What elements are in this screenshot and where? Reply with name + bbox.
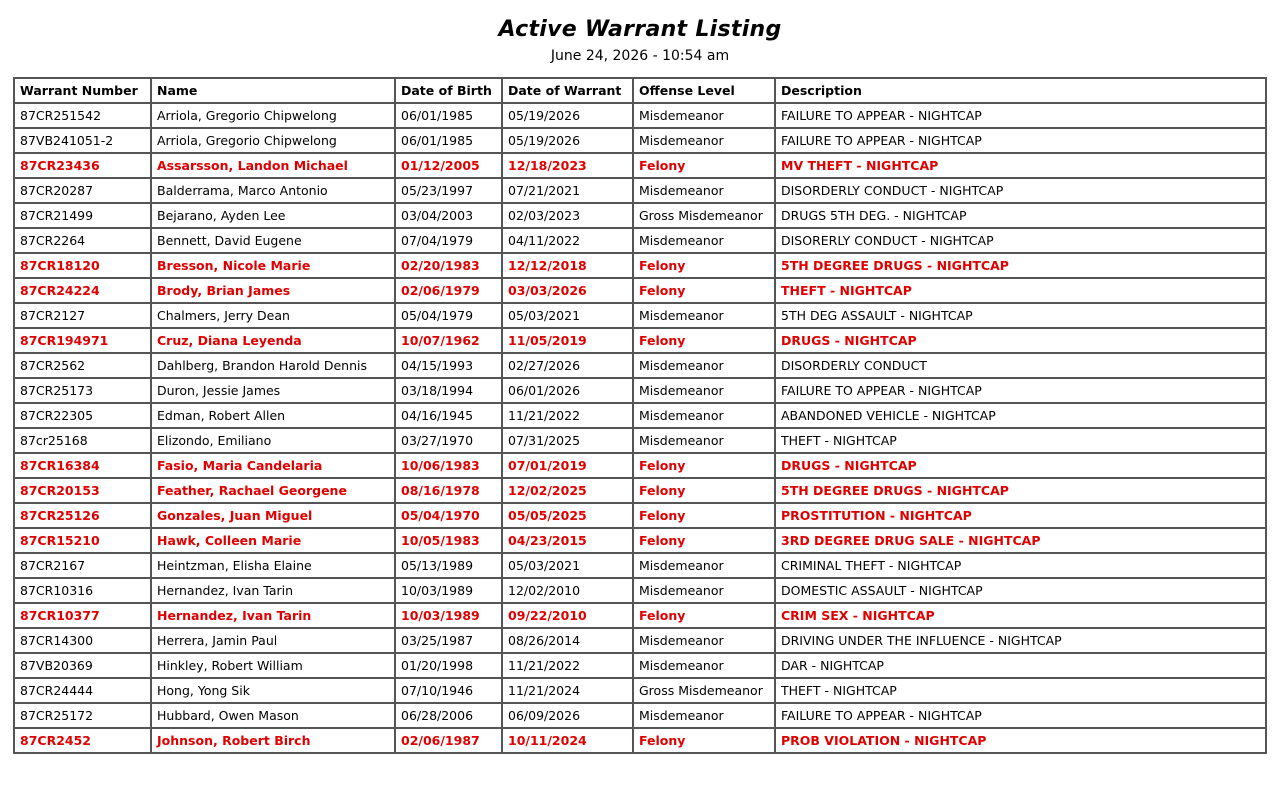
cell-date-of-warrant: 12/12/2018 — [502, 253, 633, 278]
cell-date-of-birth: 06/01/1985 — [395, 128, 502, 153]
cell-date-of-warrant: 06/09/2026 — [502, 703, 633, 728]
table-row — [14, 528, 1266, 553]
cell-date-of-birth: 05/23/1997 — [395, 178, 502, 203]
cell-warrant-number: 87CR25173 — [14, 378, 151, 403]
cell-warrant-number: 87CR2127 — [14, 303, 151, 328]
cell-date-of-warrant: 08/26/2014 — [502, 628, 633, 653]
cell-offense-level: Felony — [633, 728, 775, 753]
cell-warrant-number: 87CR14300 — [14, 628, 151, 653]
cell-date-of-warrant: 05/19/2026 — [502, 103, 633, 128]
cell-date-of-birth: 04/16/1945 — [395, 403, 502, 428]
cell-offense-level: Misdemeanor — [633, 653, 775, 678]
cell-name: Hubbard, Owen Mason — [151, 703, 395, 728]
cell-date-of-birth: 10/03/1989 — [395, 578, 502, 603]
cell-offense-level: Felony — [633, 328, 775, 353]
cell-date-of-warrant: 11/21/2022 — [502, 653, 633, 678]
cell-offense-level: Misdemeanor — [633, 403, 775, 428]
cell-description: PROSTITUTION - NIGHTCAP — [775, 503, 1266, 528]
table-row — [14, 403, 1266, 428]
page-title: Active Warrant Listing — [498, 17, 782, 42]
cell-date-of-warrant: 05/19/2026 — [502, 128, 633, 153]
cell-name: Elizondo, Emiliano — [151, 428, 395, 453]
cell-description: FAILURE TO APPEAR - NIGHTCAP — [775, 103, 1266, 128]
cell-warrant-number: 87CR15210 — [14, 528, 151, 553]
cell-offense-level: Felony — [633, 478, 775, 503]
cell-warrant-number: 87VB241051-2 — [14, 128, 151, 153]
cell-offense-level: Felony — [633, 528, 775, 553]
cell-offense-level: Misdemeanor — [633, 378, 775, 403]
cell-warrant-number: 87CR21499 — [14, 203, 151, 228]
table-row — [14, 278, 1266, 303]
table-row — [14, 103, 1266, 128]
cell-date-of-birth: 06/28/2006 — [395, 703, 502, 728]
cell-date-of-birth: 07/10/1946 — [395, 678, 502, 703]
cell-offense-level: Misdemeanor — [633, 103, 775, 128]
cell-description: DRUGS 5TH DEG. - NIGHTCAP — [775, 203, 1266, 228]
cell-name: Herrera, Jamin Paul — [151, 628, 395, 653]
cell-warrant-number: 87CR2562 — [14, 353, 151, 378]
cell-description: 5TH DEGREE DRUGS - NIGHTCAP — [775, 253, 1266, 278]
table-row — [14, 503, 1266, 528]
cell-description: DOMESTIC ASSAULT - NIGHTCAP — [775, 578, 1266, 603]
header-date-of-warrant: Date of Warrant — [502, 78, 633, 103]
cell-date-of-birth: 10/03/1989 — [395, 603, 502, 628]
table-header-row — [14, 78, 1266, 103]
cell-description: 5TH DEGREE DRUGS - NIGHTCAP — [775, 478, 1266, 503]
header-offense-level: Offense Level — [633, 78, 775, 103]
cell-offense-level: Gross Misdemeanor — [633, 678, 775, 703]
cell-date-of-warrant: 09/22/2010 — [502, 603, 633, 628]
cell-name: Hernandez, Ivan Tarin — [151, 603, 395, 628]
cell-date-of-birth: 03/04/2003 — [395, 203, 502, 228]
cell-date-of-warrant: 04/23/2015 — [502, 528, 633, 553]
table-row — [14, 428, 1266, 453]
cell-date-of-warrant: 04/11/2022 — [502, 228, 633, 253]
cell-date-of-warrant: 02/03/2023 — [502, 203, 633, 228]
cell-offense-level: Felony — [633, 453, 775, 478]
table-row — [14, 203, 1266, 228]
cell-name: Bennett, David Eugene — [151, 228, 395, 253]
cell-date-of-warrant: 12/02/2010 — [502, 578, 633, 603]
cell-description: ABANDONED VEHICLE - NIGHTCAP — [775, 403, 1266, 428]
cell-offense-level: Misdemeanor — [633, 228, 775, 253]
cell-date-of-birth: 06/01/1985 — [395, 103, 502, 128]
cell-warrant-number: 87CR24224 — [14, 278, 151, 303]
cell-name: Duron, Jessie James — [151, 378, 395, 403]
cell-description: DRUGS - NIGHTCAP — [775, 328, 1266, 353]
cell-description: DISORERLY CONDUCT - NIGHTCAP — [775, 228, 1266, 253]
cell-name: Hernandez, Ivan Tarin — [151, 578, 395, 603]
cell-offense-level: Misdemeanor — [633, 428, 775, 453]
cell-description: MV THEFT - NIGHTCAP — [775, 153, 1266, 178]
cell-offense-level: Misdemeanor — [633, 553, 775, 578]
cell-description: 3RD DEGREE DRUG SALE - NIGHTCAP — [775, 528, 1266, 553]
cell-name: Bejarano, Ayden Lee — [151, 203, 395, 228]
cell-description: DRUGS - NIGHTCAP — [775, 453, 1266, 478]
cell-date-of-warrant: 07/01/2019 — [502, 453, 633, 478]
table-row — [14, 578, 1266, 603]
table-row — [14, 253, 1266, 278]
cell-date-of-birth: 01/20/1998 — [395, 653, 502, 678]
cell-offense-level: Gross Misdemeanor — [633, 203, 775, 228]
cell-offense-level: Misdemeanor — [633, 178, 775, 203]
cell-name: Johnson, Robert Birch — [151, 728, 395, 753]
cell-date-of-birth: 10/07/1962 — [395, 328, 502, 353]
table-row — [14, 728, 1266, 753]
cell-warrant-number: 87CR20153 — [14, 478, 151, 503]
cell-date-of-birth: 05/04/1970 — [395, 503, 502, 528]
cell-date-of-birth: 02/06/1979 — [395, 278, 502, 303]
cell-warrant-number: 87CR2167 — [14, 553, 151, 578]
cell-name: Hinkley, Robert William — [151, 653, 395, 678]
cell-description: FAILURE TO APPEAR - NIGHTCAP — [775, 378, 1266, 403]
cell-warrant-number: 87CR18120 — [14, 253, 151, 278]
header-name: Name — [151, 78, 395, 103]
cell-date-of-warrant: 07/31/2025 — [502, 428, 633, 453]
table-row — [14, 153, 1266, 178]
warrant-table — [13, 77, 1267, 754]
table-row — [14, 178, 1266, 203]
cell-description: PROB VIOLATION - NIGHTCAP — [775, 728, 1266, 753]
cell-date-of-birth: 05/13/1989 — [395, 553, 502, 578]
cell-name: Cruz, Diana Leyenda — [151, 328, 395, 353]
cell-offense-level: Felony — [633, 503, 775, 528]
cell-date-of-birth: 08/16/1978 — [395, 478, 502, 503]
cell-offense-level: Misdemeanor — [633, 128, 775, 153]
cell-offense-level: Felony — [633, 153, 775, 178]
cell-offense-level: Misdemeanor — [633, 628, 775, 653]
table-row — [14, 553, 1266, 578]
cell-description: THEFT - NIGHTCAP — [775, 678, 1266, 703]
cell-description: CRIM SEX - NIGHTCAP — [775, 603, 1266, 628]
cell-warrant-number: 87CR22305 — [14, 403, 151, 428]
cell-date-of-warrant: 07/21/2021 — [502, 178, 633, 203]
cell-name: Feather, Rachael Georgene — [151, 478, 395, 503]
cell-date-of-birth: 01/12/2005 — [395, 153, 502, 178]
warrant-table-body — [14, 103, 1266, 753]
cell-description: THEFT - NIGHTCAP — [775, 278, 1266, 303]
cell-date-of-warrant: 12/18/2023 — [502, 153, 633, 178]
table-row — [14, 628, 1266, 653]
cell-date-of-warrant: 05/03/2021 — [502, 303, 633, 328]
warrant-table-container — [13, 77, 1267, 754]
cell-date-of-birth: 05/04/1979 — [395, 303, 502, 328]
cell-name: Heintzman, Elisha Elaine — [151, 553, 395, 578]
cell-name: Hawk, Colleen Marie — [151, 528, 395, 553]
table-row — [14, 128, 1266, 153]
cell-offense-level: Felony — [633, 278, 775, 303]
cell-name: Chalmers, Jerry Dean — [151, 303, 395, 328]
cell-date-of-birth: 04/15/1993 — [395, 353, 502, 378]
cell-description: FAILURE TO APPEAR - NIGHTCAP — [775, 703, 1266, 728]
cell-description: DRIVING UNDER THE INFLUENCE - NIGHTCAP — [775, 628, 1266, 653]
cell-date-of-birth: 03/18/1994 — [395, 378, 502, 403]
cell-date-of-warrant: 03/03/2026 — [502, 278, 633, 303]
cell-date-of-birth: 02/20/1983 — [395, 253, 502, 278]
cell-date-of-warrant: 11/21/2024 — [502, 678, 633, 703]
cell-offense-level: Misdemeanor — [633, 578, 775, 603]
listing-timestamp: June 24, 2026 - 10:54 am — [550, 48, 730, 64]
cell-description: DISORDERLY CONDUCT - NIGHTCAP — [775, 178, 1266, 203]
cell-name: Assarsson, Landon Michael — [151, 153, 395, 178]
cell-date-of-warrant: 11/21/2022 — [502, 403, 633, 428]
cell-warrant-number: 87CR24444 — [14, 678, 151, 703]
cell-date-of-birth: 10/05/1983 — [395, 528, 502, 553]
table-row — [14, 228, 1266, 253]
table-row — [14, 603, 1266, 628]
header-date-of-birth: Date of Birth — [395, 78, 502, 103]
cell-date-of-warrant: 12/02/2025 — [502, 478, 633, 503]
cell-name: Arriola, Gregorio Chipwelong — [151, 103, 395, 128]
cell-warrant-number: 87VB20369 — [14, 653, 151, 678]
cell-name: Edman, Robert Allen — [151, 403, 395, 428]
cell-name: Brody, Brian James — [151, 278, 395, 303]
cell-warrant-number: 87CR25172 — [14, 703, 151, 728]
cell-warrant-number: 87CR23436 — [14, 153, 151, 178]
cell-date-of-warrant: 11/05/2019 — [502, 328, 633, 353]
cell-date-of-warrant: 05/05/2025 — [502, 503, 633, 528]
cell-warrant-number: 87CR2264 — [14, 228, 151, 253]
table-row — [14, 678, 1266, 703]
cell-description: FAILURE TO APPEAR - NIGHTCAP — [775, 128, 1266, 153]
cell-warrant-number: 87CR251542 — [14, 103, 151, 128]
cell-offense-level: Felony — [633, 253, 775, 278]
cell-description: THEFT - NIGHTCAP — [775, 428, 1266, 453]
cell-warrant-number: 87CR10316 — [14, 578, 151, 603]
cell-date-of-birth: 07/04/1979 — [395, 228, 502, 253]
table-row — [14, 303, 1266, 328]
cell-name: Arriola, Gregorio Chipwelong — [151, 128, 395, 153]
table-row — [14, 378, 1266, 403]
cell-warrant-number: 87CR16384 — [14, 453, 151, 478]
cell-warrant-number: 87cr25168 — [14, 428, 151, 453]
cell-name: Hong, Yong Sik — [151, 678, 395, 703]
cell-date-of-birth: 03/25/1987 — [395, 628, 502, 653]
cell-date-of-warrant: 06/01/2026 — [502, 378, 633, 403]
cell-offense-level: Misdemeanor — [633, 353, 775, 378]
header-description: Description — [775, 78, 1266, 103]
cell-date-of-warrant: 10/11/2024 — [502, 728, 633, 753]
page-header — [0, 0, 1280, 65]
header-warrant-number: Warrant Number — [14, 78, 151, 103]
cell-date-of-birth: 02/06/1987 — [395, 728, 502, 753]
cell-offense-level: Felony — [633, 603, 775, 628]
cell-warrant-number: 87CR10377 — [14, 603, 151, 628]
cell-name: Bresson, Nicole Marie — [151, 253, 395, 278]
cell-date-of-warrant: 02/27/2026 — [502, 353, 633, 378]
cell-date-of-warrant: 05/03/2021 — [502, 553, 633, 578]
cell-name: Balderrama, Marco Antonio — [151, 178, 395, 203]
table-row — [14, 328, 1266, 353]
cell-name: Gonzales, Juan Miguel — [151, 503, 395, 528]
cell-warrant-number: 87CR25126 — [14, 503, 151, 528]
cell-offense-level: Misdemeanor — [633, 303, 775, 328]
table-row — [14, 353, 1266, 378]
cell-offense-level: Misdemeanor — [633, 703, 775, 728]
cell-description: 5TH DEG ASSAULT - NIGHTCAP — [775, 303, 1266, 328]
cell-description: DAR - NIGHTCAP — [775, 653, 1266, 678]
cell-description: DISORDERLY CONDUCT — [775, 353, 1266, 378]
table-row — [14, 653, 1266, 678]
cell-warrant-number: 87CR194971 — [14, 328, 151, 353]
cell-description: CRIMINAL THEFT - NIGHTCAP — [775, 553, 1266, 578]
cell-date-of-birth: 10/06/1983 — [395, 453, 502, 478]
cell-warrant-number: 87CR20287 — [14, 178, 151, 203]
cell-warrant-number: 87CR2452 — [14, 728, 151, 753]
table-row — [14, 703, 1266, 728]
cell-name: Fasio, Maria Candelaria — [151, 453, 395, 478]
cell-date-of-birth: 03/27/1970 — [395, 428, 502, 453]
table-row — [14, 453, 1266, 478]
table-row — [14, 478, 1266, 503]
cell-name: Dahlberg, Brandon Harold Dennis — [151, 353, 395, 378]
